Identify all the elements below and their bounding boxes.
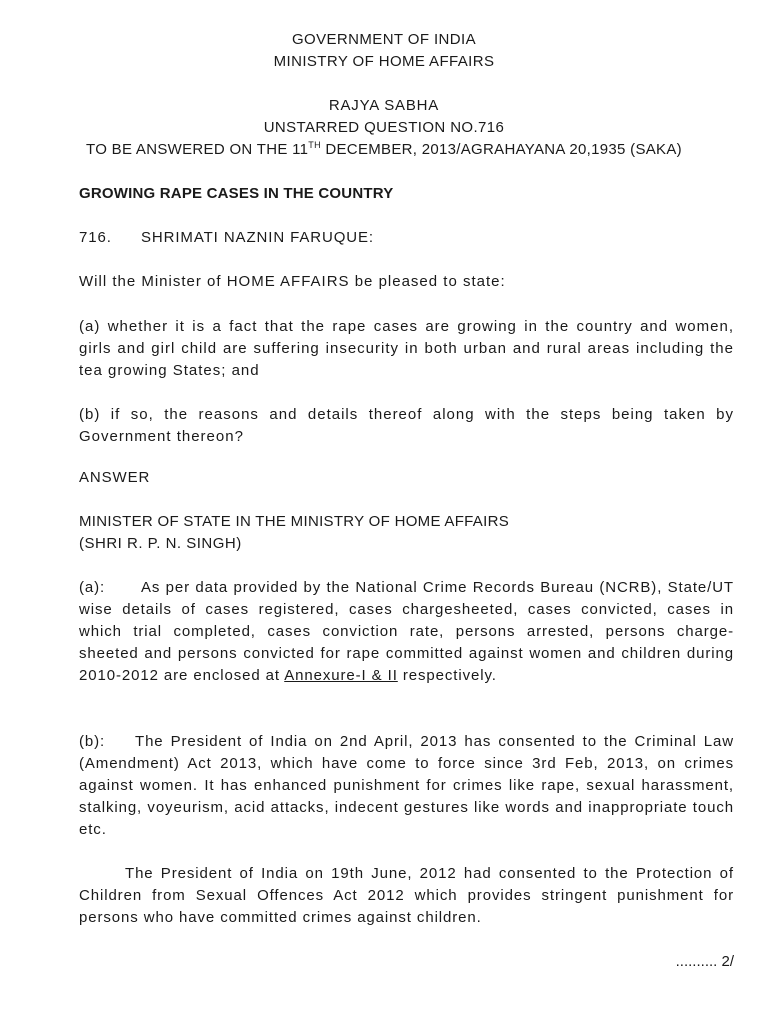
answer-a-label: (a): bbox=[79, 579, 106, 596]
question-part-b: (b) if so, the reasons and details thereof along with the steps being taken by Government thereon? bbox=[79, 406, 734, 445]
header-ministry: MINISTRY OF HOME AFFAIRS bbox=[273, 53, 495, 70]
answer-date-sup: TH bbox=[308, 140, 321, 150]
answer-part-c bbox=[79, 863, 734, 929]
header-question-no: UNSTARRED QUESTION NO.716 bbox=[263, 119, 505, 136]
question-intro: Will the Minister of HOME AFFAIRS be pleased to state: bbox=[79, 273, 506, 290]
answer-heading: ANSWER bbox=[79, 469, 151, 486]
page-continuation: .......... 2/ bbox=[675, 953, 734, 970]
answer-date-prefix: TO BE ANSWERED ON THE 11 bbox=[86, 141, 309, 158]
answer-part-a bbox=[79, 577, 734, 687]
minister-name: (SHRI R. P. N. SINGH) bbox=[79, 535, 242, 552]
answer-part-b bbox=[79, 731, 734, 841]
answer-c-text: The President of India on 19th June, 2012 had consented to the Protection of Children from Sexual Offences Act 2012 which provides stringent punishment for persons who have committed crimes against children. bbox=[79, 865, 734, 926]
question-member bbox=[79, 229, 734, 246]
document-title: GROWING RAPE CASES IN THE COUNTRY bbox=[79, 185, 394, 202]
answer-b-text: The President of India on 2nd April, 2013 has consented to the Criminal Law (Amendment) Act 2013, which have come to force since 3rd Feb, 2013, on crimes against women. It has enhanced punishment for crimes like rape, sexual harassment, stalking, voyeurism, acid attacks, indecent gestures like words and inappropriate touch etc. bbox=[79, 733, 734, 838]
question-part-a: (a) whether it is a fact that the rape cases are growing in the country and women, girls and girl child are suffering insecurity in both urban and rural areas including the tea growing States; and bbox=[79, 318, 734, 379]
header-house: RAJYA SABHA bbox=[328, 97, 440, 114]
answer-date-suffix: DECEMBER, 2013/AGRAHAYANA 20,1935 (SAKA) bbox=[320, 141, 682, 158]
header-government: GOVERNMENT OF INDIA bbox=[291, 31, 476, 48]
question-number: 716. bbox=[79, 229, 112, 246]
annexure-link[interactable]: Annexure-I & II bbox=[284, 667, 398, 684]
answer-b-label: (b): bbox=[79, 733, 106, 750]
minister-title: MINISTER OF STATE IN THE MINISTRY OF HOME AFFAIRS bbox=[79, 513, 510, 530]
answer-a-text: As per data provided by the National Crime Records Bureau (NCRB), State/UT wise details of cases registered, cases chargesheeted, cases convicted, cases in which trial completed, cases conviction rate, persons arrested, persons charge-sheeted and persons convicted for rape committed against women and children during 2010-2012 are enclosed at bbox=[79, 579, 734, 684]
header-answer-date bbox=[0, 141, 768, 158]
answer-a-text-after: respectively. bbox=[397, 667, 497, 684]
member-name: SHRIMATI NAZNIN FARUQUE: bbox=[141, 229, 374, 246]
